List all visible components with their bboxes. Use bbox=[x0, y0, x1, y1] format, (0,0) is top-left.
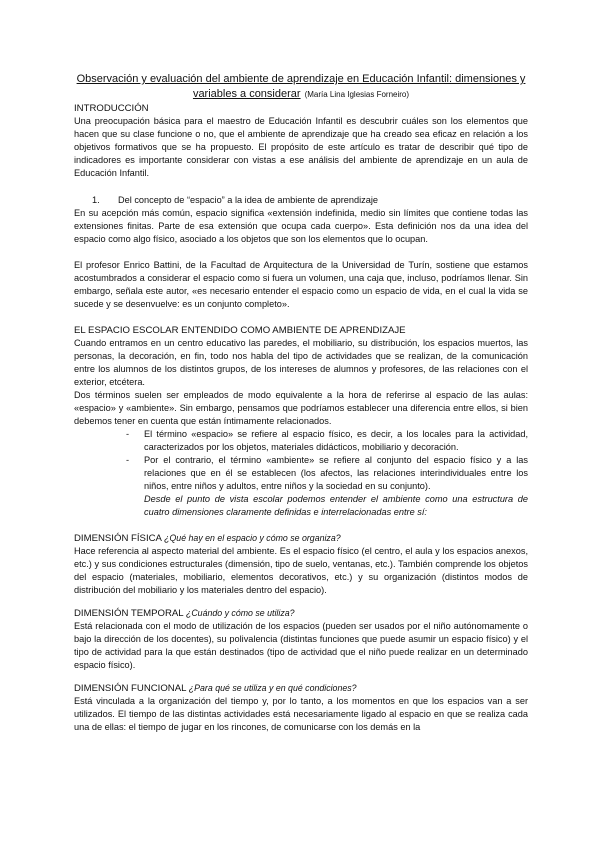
dimension-temporal-title: DIMENSIÓN TEMPORAL bbox=[74, 608, 184, 619]
dimension-funcional bbox=[74, 682, 528, 734]
section-1-paragraph-2: El profesor Enrico Battini, de la Facultad de Arquitectura de la Universidad de Turín, sostiene que estamos acostumbrados a considerar el espacio como si fuera un volumen, una caja que, incluso, podríamos llenar. Sin embargo, señala este autor, «es necesario entender el espacio como un espacio de vida, en el cual la vida se sucede y se desenvuelve: es un conjunto completo». bbox=[74, 260, 528, 309]
section-2-heading: EL ESPACIO ESCOLAR ENTENDIDO COMO AMBIENTE DE APRENDIZAJE bbox=[74, 325, 406, 336]
dimension-fisica-question: ¿Qué hay en el espacio y cómo se organiza? bbox=[164, 533, 341, 543]
section-1-paragraph-1: En su acepción más común, espacio significa «extensión indefinida, medio sin límites que contiene todas las extensiones finitas. Parte de esa extensión que ocupa cada cuerpo». Esta definición nos da una idea del espacio como algo físico, asociado a los objetos que son los elementos que lo ocupan. bbox=[74, 208, 528, 244]
dimension-temporal bbox=[74, 607, 528, 672]
document-title bbox=[74, 72, 528, 102]
section-2-paragraph-1: Cuando entramos en un centro educativo las paredes, el mobiliario, su distribución, los espacios muertos, las personas, la decoración, en fin, todo nos habla del tipo de actividades que se realizan, de la comunicación entre los alumnos de los distintos grupos, de los intereses de alumnos y profesores, de las relaciones con el exterior, etcétera. bbox=[74, 338, 528, 387]
section-1-title: Del concepto de “espacio” a la idea de ambiente de aprendizaje bbox=[118, 195, 378, 205]
document-page bbox=[74, 72, 528, 734]
list-item-text: El término «espacio» se refiere al espacio físico, es decir, a los locales para la actividad, caracterizados por los objetos, materiales didácticos, mobiliario y decoración. bbox=[144, 429, 528, 452]
dimension-fisica-heading bbox=[74, 532, 528, 545]
dimension-temporal-text: Está relacionada con el modo de utilización de los espacios (pueden ser usados por el niño autónomamente o bajo la dirección de los docentes), su polivalencia (distintas funciones que puede asumir un espacio físico) y el tipo de actividad para la que están destinados (tipo de actividad que el niño puede realizar en un determinado espacio físico). bbox=[74, 621, 528, 670]
section-1-number: 1. bbox=[92, 195, 100, 205]
list-item bbox=[126, 428, 528, 454]
dimension-temporal-question: ¿Cuándo y cómo se utiliza? bbox=[185, 608, 295, 618]
list-bullet: - bbox=[126, 455, 130, 465]
title-line-1: Observación y evaluación del ambiente de aprendizaje en Educación Infantil: dimensiones y bbox=[76, 73, 526, 85]
title-line-2: variables a considerar bbox=[192, 88, 301, 100]
dimension-funcional-question: ¿Para qué se utiliza y en qué condiciones? bbox=[188, 683, 357, 693]
dimension-funcional-title: DIMENSIÓN FUNCIONAL bbox=[74, 683, 187, 694]
section-2-paragraph-2: Dos términos suelen ser empleados de modo equivalente a la hora de referirse al espacio de las aulas: «espacio» y «ambiente». Sin embargo, pensamos que podríamos establecer una diferencia entre ellos, si bien debemos tener en cuenta que están íntimamente relacionados. bbox=[74, 390, 528, 426]
section-2-closing: Desde el punto de vista escolar podemos entender el ambiente como una estructura de cuatro dimensiones claramente definidas e interrelacionadas entre sí: bbox=[144, 494, 528, 517]
intro-heading: INTRODUCCIÓN bbox=[74, 103, 149, 114]
list-item bbox=[126, 454, 528, 493]
dimension-fisica-title: DIMENSIÓN FÍSICA bbox=[74, 533, 162, 544]
dimension-funcional-heading bbox=[74, 682, 528, 695]
section-1-heading bbox=[74, 194, 528, 207]
dimension-fisica bbox=[74, 532, 528, 597]
dimension-fisica-text: Hace referencia al aspecto material del ambiente. Es el espacio físico (el centro, el aula y los espacios anexos, etc.) y sus condiciones estructurales (dimensión, tipo de suelo, ventanas, etc.). También comprende los objetos del espacio (materiales, mobiliario, elementos decorativos, etc.) y su organización (distintos modos de distribución del mobiliario y los materiales dentro del espacio). bbox=[74, 546, 528, 595]
dimension-temporal-heading bbox=[74, 607, 528, 620]
list-item-text: Por el contrario, el término «ambiente» se refiere al conjunto del espacio físico y a las relaciones que en él se establecen (los afectos, las relaciones interindividuales entre los niños, entre niños y adultos, entre niños y la sociedad en su conjunto). bbox=[144, 455, 528, 491]
dimension-funcional-text: Está vinculada a la organización del tiempo y, por lo tanto, a los momentos en que los espacios van a ser utilizados. El tiempo de las distintas actividades está necesariamente ligado al espacio en que se realiza cada una de ellas: el tiempo de jugar en los rincones, de comunicarse con los demás en la bbox=[74, 696, 528, 732]
author: (María Lina Iglesias Forneiro) bbox=[304, 90, 410, 99]
list-bullet: - bbox=[126, 429, 130, 439]
definition-list bbox=[74, 428, 528, 493]
intro-paragraph: Una preocupación básica para el maestro de Educación Infantil es descubrir cuáles son los elementos que hacen que su clase funcione o no, que el ambiente de aprendizaje que ha creado sea eficaz en relación a los objetivos formativos que se ha propuesto. El propósito de este artículo es tratar de describir qué tipo de indicadores es importante considerar con vistas a ese análisis del ambiente de aprendizaje en un aula de Educación Infantil. bbox=[74, 116, 528, 178]
